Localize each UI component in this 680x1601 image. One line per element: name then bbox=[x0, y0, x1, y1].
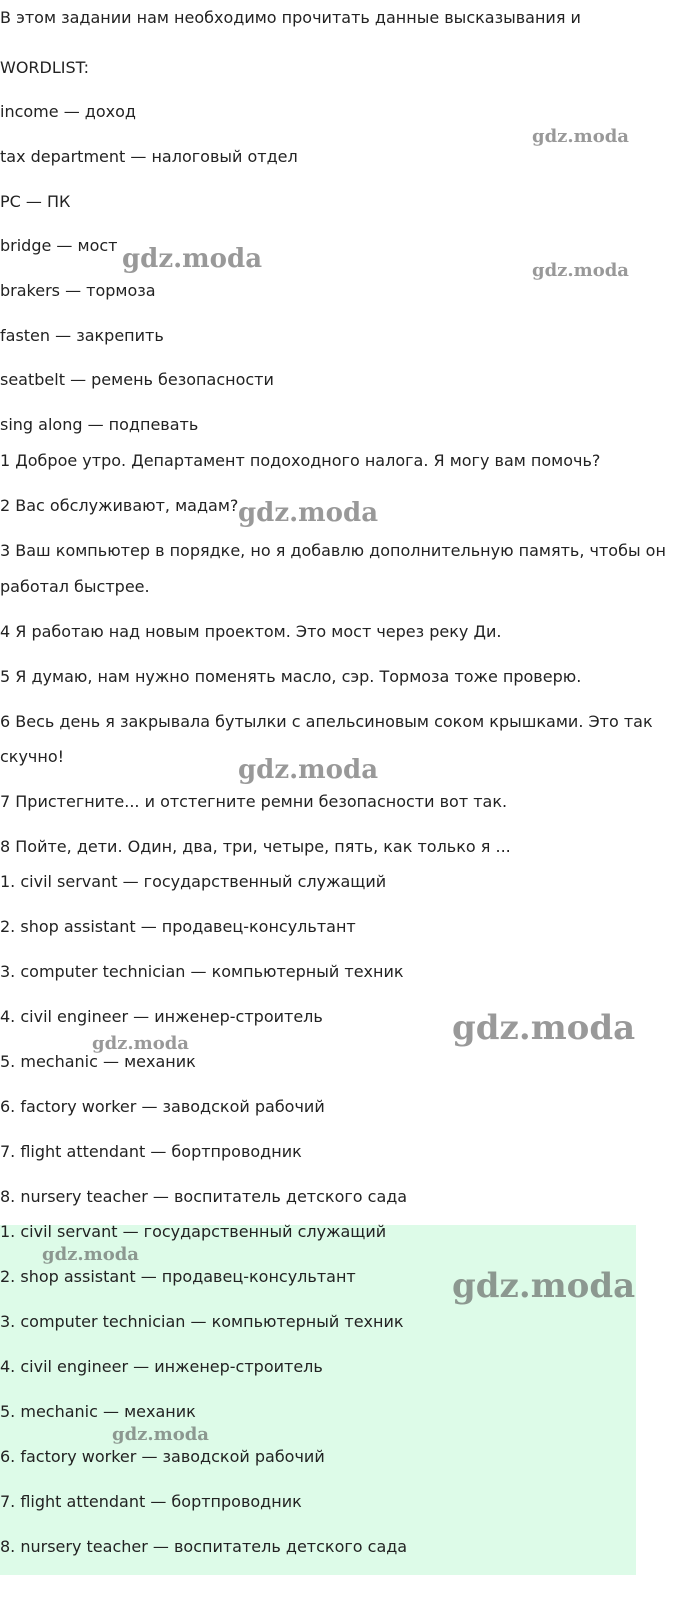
answer-item: 2. shop assistant — продавец-консультант bbox=[0, 1267, 356, 1286]
wordlist-heading: WORDLIST: bbox=[0, 58, 90, 77]
sentence: 8 Пойте, дети. Один, два, три, четыре, пять, как только я ... bbox=[0, 837, 511, 856]
sentence: 4 Я работаю над новым проектом. Это мост через реку Ди. bbox=[0, 622, 502, 641]
answer-item: 6. factory worker — заводской рабочий bbox=[0, 1447, 325, 1466]
sentence: 2 Вас обслуживают, мадам? bbox=[0, 496, 239, 515]
sentence: работал быстрее. bbox=[0, 577, 150, 596]
watermark-logo: gdz.moda bbox=[532, 126, 629, 147]
watermark-logo: gdz.moda bbox=[238, 498, 379, 528]
watermark-logo: gdz.moda bbox=[452, 1008, 636, 1048]
watermark-logo: gdz.moda bbox=[42, 1244, 139, 1265]
answer-item: 4. civil engineer — инженер-строитель bbox=[0, 1357, 323, 1376]
answer-item: 8. nursery teacher — воспитатель детского сада bbox=[0, 1537, 408, 1556]
answer-item: 7. flight attendant — бортпроводник bbox=[0, 1492, 302, 1511]
wordlist-item: income — доход bbox=[0, 102, 136, 121]
watermark-logo: gdz.moda bbox=[112, 1424, 209, 1445]
profession-item: 4. civil engineer — инженер-строитель bbox=[0, 1007, 323, 1026]
sentence: 7 Пристегните... и отстегните ремни безопасности вот так. bbox=[0, 792, 508, 811]
answer-item: 3. computer technician — компьютерный техник bbox=[0, 1312, 404, 1331]
sentence: скучно! bbox=[0, 747, 65, 766]
watermark-logo: gdz.moda bbox=[452, 1266, 636, 1306]
profession-item: 7. flight attendant — бортпроводник bbox=[0, 1142, 302, 1161]
profession-item: 8. nursery teacher — воспитатель детского сада bbox=[0, 1187, 408, 1206]
wordlist-item: fasten — закрепить bbox=[0, 326, 164, 345]
watermark-logo: gdz.moda bbox=[122, 244, 263, 274]
wordlist-item: seatbelt — ремень безопасности bbox=[0, 370, 274, 389]
answer-item: 1. civil servant — государственный служащий bbox=[0, 1222, 387, 1241]
watermark-logo: gdz.moda bbox=[532, 260, 629, 281]
profession-item: 6. factory worker — заводской рабочий bbox=[0, 1097, 325, 1116]
wordlist-item: sing along — подпевать bbox=[0, 415, 199, 434]
wordlist-item: tax department — налоговый отдел bbox=[0, 147, 298, 166]
cropped-text-fragment bbox=[155, 44, 435, 48]
sentence: 3 Ваш компьютер в порядке, но я добавлю дополнительную память, чтобы он bbox=[0, 541, 666, 560]
profession-item: 3. computer technician — компьютерный техник bbox=[0, 962, 404, 981]
sentence: 5 Я думаю, нам нужно поменять масло, сэр. Тормоза тоже проверю. bbox=[0, 667, 582, 686]
wordlist-item: PC — ПК bbox=[0, 192, 71, 211]
watermark-logo: gdz.moda bbox=[238, 755, 379, 785]
sentence: 1 Доброе утро. Департамент подоходного налога. Я могу вам помочь? bbox=[0, 451, 601, 470]
watermark-logo: gdz.moda bbox=[92, 1033, 189, 1054]
profession-item: 2. shop assistant — продавец-консультант bbox=[0, 917, 356, 936]
wordlist-item: brakers — тормоза bbox=[0, 281, 156, 300]
sentence: 6 Весь день я закрывала бутылки с апельсиновым соком крышками. Это так bbox=[0, 712, 653, 731]
wordlist-item: bridge — мост bbox=[0, 236, 118, 255]
profession-item: 1. civil servant — государственный служащий bbox=[0, 872, 387, 891]
profession-item: 5. mechanic — механик bbox=[0, 1052, 196, 1071]
answer-item: 5. mechanic — механик bbox=[0, 1402, 196, 1421]
intro-text: В этом задании нам необходимо прочитать данные высказывания и bbox=[0, 8, 581, 27]
